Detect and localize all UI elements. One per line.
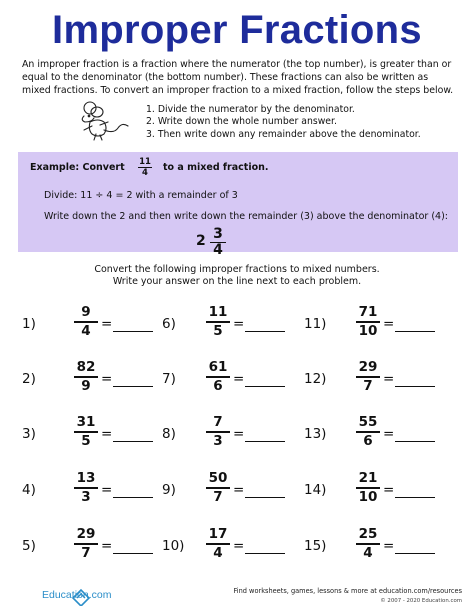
problem-number: 3): [22, 426, 36, 442]
problem-denominator: 10: [358, 323, 378, 339]
problem-denominator: 4: [363, 545, 373, 561]
equals-sign: =: [383, 538, 395, 554]
step-item: 3. Then write down any remainder above the denominator.: [146, 128, 421, 140]
problem-number: 7): [162, 371, 176, 387]
example-label-after: to a mixed fraction.: [163, 162, 269, 173]
answer-line[interactable]: [113, 553, 153, 554]
example-label: Example: Convert: [30, 162, 125, 173]
problem-fraction: [206, 470, 230, 506]
answer-line[interactable]: [245, 386, 285, 387]
answer-line[interactable]: [245, 331, 285, 332]
problem-fraction: [356, 359, 380, 395]
answer-line[interactable]: [395, 497, 435, 498]
answer-line[interactable]: [113, 497, 153, 498]
problem-fraction: [74, 359, 98, 395]
problem-fraction: [356, 304, 380, 340]
equals-sign: =: [383, 426, 395, 442]
problem-fraction: [206, 414, 230, 450]
example-answer-denominator: 4: [213, 242, 223, 258]
problem-number: 11): [304, 316, 327, 332]
problem-denominator: 6: [363, 433, 373, 449]
equals-sign: =: [101, 426, 113, 442]
example-box: [18, 152, 458, 258]
problem-number: 8): [162, 426, 176, 442]
problem-fraction: [74, 470, 98, 506]
equals-sign: =: [233, 426, 245, 442]
problem-number: 10): [162, 538, 185, 554]
problem-numerator: 7: [206, 414, 230, 433]
instruction-line: Convert the following improper fractions to mixed numbers.: [94, 264, 380, 275]
equals-sign: =: [383, 316, 395, 332]
problem-fraction: [206, 526, 230, 562]
answer-line[interactable]: [395, 553, 435, 554]
equals-sign: =: [101, 316, 113, 332]
problem-numerator: 50: [206, 470, 230, 489]
equals-sign: =: [233, 371, 245, 387]
problem-number: 13): [304, 426, 327, 442]
problem-numerator: 29: [74, 526, 98, 545]
instruction-line: Write your answer on the line next to each problem.: [112, 276, 362, 287]
answer-line[interactable]: [245, 441, 285, 442]
problem-fraction: [74, 526, 98, 562]
problem-numerator: 25: [356, 526, 380, 545]
problem-number: 15): [304, 538, 327, 554]
answer-line[interactable]: [395, 386, 435, 387]
example-divide-text: Divide: 11 ÷ 4 = 2 with a remainder of 3: [44, 190, 238, 201]
equals-sign: =: [101, 538, 113, 554]
problem-numerator: 31: [74, 414, 98, 433]
problem-denominator: 5: [213, 323, 223, 339]
problem-denominator: 7: [213, 489, 223, 505]
example-write-text: Write down the 2 and then write down the remainder (3) above the denominator (4):: [44, 211, 449, 222]
equals-sign: =: [383, 371, 395, 387]
problem-fraction: [356, 414, 380, 450]
steps-list: [146, 104, 421, 141]
problem-fraction: [74, 304, 98, 340]
problem-denominator: 4: [81, 323, 91, 339]
footer-text: Find worksheets, games, lessons & more at education.com/resources: [233, 587, 462, 595]
example-numerator: 11: [139, 157, 151, 167]
problem-numerator: 21: [356, 470, 380, 489]
problem-numerator: 13: [74, 470, 98, 489]
answer-line[interactable]: [113, 331, 153, 332]
problem-fraction: [74, 414, 98, 450]
problem-denominator: 3: [213, 433, 223, 449]
problem-numerator: 71: [356, 304, 380, 323]
problem-number: 4): [22, 482, 36, 498]
equals-sign: =: [233, 316, 245, 332]
problem-numerator: 82: [74, 359, 98, 378]
instructions: [0, 264, 474, 288]
problem-denominator: 10: [358, 489, 378, 505]
problem-numerator: 17: [206, 526, 230, 545]
problem-fraction: [356, 470, 380, 506]
problem-numerator: 55: [356, 414, 380, 433]
problem-numerator: 11: [206, 304, 230, 323]
logo-text: Education.com: [42, 589, 112, 601]
problem-number: 2): [22, 371, 36, 387]
problem-fraction: [356, 526, 380, 562]
page-title: Improper Fractions: [52, 8, 422, 52]
problem-denominator: 4: [213, 545, 223, 561]
step-item: 1. Divide the numerator by the denominator.: [146, 104, 355, 115]
problem-number: 6): [162, 316, 176, 332]
example-answer-numerator: 3: [210, 227, 226, 243]
problem-denominator: 7: [363, 378, 373, 394]
answer-line[interactable]: [245, 497, 285, 498]
problem-numerator: 29: [356, 359, 380, 378]
problem-number: 9): [162, 482, 176, 498]
step-item: 2. Write down the whole number answer.: [146, 116, 337, 128]
problem-denominator: 6: [213, 378, 223, 394]
intro-paragraph: An improper fraction is a fraction where the numerator (the top number), is greater than or equal to the denominator (the bottom number). These fractions can also be written as mixed fractions. To convert an improper fraction to a mixed fraction, follow the steps below.: [22, 59, 454, 96]
answer-line[interactable]: [245, 553, 285, 554]
equals-sign: =: [383, 482, 395, 498]
problem-fraction: [206, 359, 230, 395]
answer-line[interactable]: [113, 441, 153, 442]
problem-numerator: 9: [74, 304, 98, 323]
problem-numerator: 61: [206, 359, 230, 378]
problem-number: 12): [304, 371, 327, 387]
problem-denominator: 3: [81, 489, 91, 505]
problem-denominator: 9: [81, 378, 91, 394]
example-denominator: 4: [142, 168, 148, 178]
equals-sign: =: [233, 538, 245, 554]
answer-line[interactable]: [395, 441, 435, 442]
problem-fraction: [206, 304, 230, 340]
copyright-text: © 2007 - 2020 Education.com: [380, 598, 462, 604]
equals-sign: =: [101, 371, 113, 387]
example-fraction: [138, 157, 152, 178]
problem-denominator: 7: [81, 545, 91, 561]
problem-number: 5): [22, 538, 36, 554]
equals-sign: =: [101, 482, 113, 498]
answer-line[interactable]: [395, 331, 435, 332]
example-answer-whole: 2: [196, 233, 206, 249]
problem-number: 14): [304, 482, 327, 498]
problem-denominator: 5: [81, 433, 91, 449]
mouse-illustration: [70, 100, 132, 142]
equals-sign: =: [233, 482, 245, 498]
problem-number: 1): [22, 316, 36, 332]
answer-line[interactable]: [113, 386, 153, 387]
